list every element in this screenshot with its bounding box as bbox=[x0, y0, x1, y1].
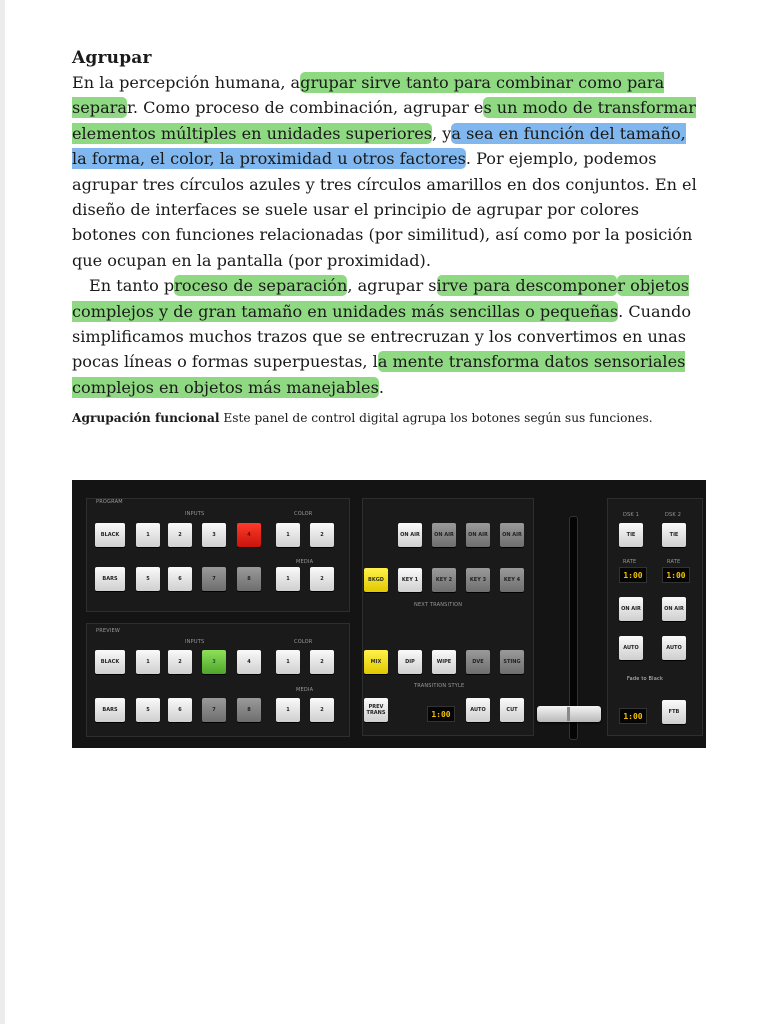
highlight-green: s un modo de transformar elementos múltiples en unidades superiores bbox=[72, 98, 696, 143]
ftb-rate-display: 1:00 bbox=[619, 708, 647, 724]
preview-row1-button[interactable]: 2 bbox=[310, 650, 334, 674]
preview-row1-button[interactable]: 2 bbox=[168, 650, 192, 674]
program-row2-button[interactable]: 8 bbox=[237, 567, 261, 591]
on-air-button[interactable]: ON AIR bbox=[466, 523, 490, 547]
preview-row2-button[interactable]: 2 bbox=[310, 698, 334, 722]
highlight-green: a mente transforma datos sensoriales complejos en objetos más manejables bbox=[72, 352, 686, 397]
auto-button[interactable]: AUTO bbox=[466, 698, 490, 722]
label-media: MEDIA bbox=[296, 559, 314, 565]
program-row2-button[interactable]: 6 bbox=[168, 567, 192, 591]
program-row2-button[interactable]: 5 bbox=[136, 567, 160, 591]
text-run: En tanto p bbox=[89, 276, 175, 296]
preview-row1-button[interactable]: 4 bbox=[237, 650, 261, 674]
program-row1-button[interactable]: 2 bbox=[310, 523, 334, 547]
control-panel-image bbox=[72, 480, 706, 748]
label-inputs: INPUTS bbox=[185, 511, 205, 517]
next-transition-button[interactable]: KEY 3 bbox=[466, 568, 490, 592]
preview-row1-button[interactable]: 1 bbox=[136, 650, 160, 674]
label-preview: PREVIEW bbox=[96, 628, 121, 634]
text-run: , y bbox=[432, 123, 452, 143]
preview-row2-button[interactable]: BARS bbox=[95, 698, 125, 722]
label-next-transition: NEXT TRANSITION bbox=[414, 602, 463, 608]
dsk1-tie-button[interactable]: TIE bbox=[619, 523, 643, 547]
document-page bbox=[72, 46, 702, 427]
text-run: , agrupar s bbox=[347, 276, 437, 296]
program-row1-button[interactable]: 3 bbox=[202, 523, 226, 547]
paragraph-separation bbox=[72, 273, 702, 400]
dsk1-auto-button[interactable]: AUTO bbox=[619, 636, 643, 660]
next-transition-button[interactable]: KEY 2 bbox=[432, 568, 456, 592]
highlight-blue: a sea en función del tamaño, la forma, el color, la proximidad u otros factores bbox=[72, 123, 686, 169]
program-row1-button[interactable]: 1 bbox=[136, 523, 160, 547]
preview-row2-button[interactable]: 7 bbox=[202, 698, 226, 722]
text-run: . bbox=[378, 377, 384, 397]
dsk2-tie-button[interactable]: TIE bbox=[662, 523, 686, 547]
paragraph-grouping bbox=[72, 70, 702, 273]
program-row1-button[interactable]: 1 bbox=[276, 523, 300, 547]
preview-row2-button[interactable]: 5 bbox=[136, 698, 160, 722]
label-program: PROGRAM bbox=[96, 499, 123, 505]
program-row2-button[interactable]: BARS bbox=[95, 567, 125, 591]
tbar-handle[interactable] bbox=[537, 706, 601, 722]
label-rate-1: RATE bbox=[623, 559, 637, 565]
dsk2-rate-display: 1:00 bbox=[662, 567, 690, 583]
text-run: . Cuando simplificamos muchos trazos que se entrecruzan y los convertimos en unas pocas líneas o formas superpuestas, l bbox=[72, 301, 692, 372]
rate-display: 1:00 bbox=[427, 706, 455, 722]
transition-style-button[interactable]: WIPE bbox=[432, 650, 456, 674]
preview-row1-button[interactable]: 1 bbox=[276, 650, 300, 674]
label-color: COLOR bbox=[294, 511, 313, 517]
figure-caption bbox=[72, 409, 702, 427]
section-heading: Agrupar bbox=[72, 48, 152, 68]
transition-style-button[interactable]: DVE bbox=[466, 650, 490, 674]
left-border bbox=[0, 0, 5, 1024]
prev-trans-button[interactable]: PREV TRANS bbox=[364, 698, 388, 722]
caption-text: Este panel de control digital agrupa los botones según sus funciones. bbox=[219, 411, 653, 426]
preview-row2-button[interactable]: 6 bbox=[168, 698, 192, 722]
transition-style-button[interactable]: STING bbox=[500, 650, 524, 674]
preview-row1-button[interactable]: 3 bbox=[202, 650, 226, 674]
dsk2-on-air-button[interactable]: ON AIR bbox=[662, 597, 686, 621]
on-air-button[interactable]: ON AIR bbox=[398, 523, 422, 547]
on-air-button[interactable]: ON AIR bbox=[432, 523, 456, 547]
next-transition-button[interactable]: BKGD bbox=[364, 568, 388, 592]
label-dsk2: DSK 2 bbox=[665, 512, 682, 518]
dsk1-on-air-button[interactable]: ON AIR bbox=[619, 597, 643, 621]
program-row1-button[interactable]: BLACK bbox=[95, 523, 125, 547]
preview-row2-button[interactable]: 8 bbox=[237, 698, 261, 722]
text-run: r. Como proceso de combinación, agrupar e bbox=[126, 98, 484, 118]
label-dsk1: DSK 1 bbox=[623, 512, 640, 518]
highlight-green: r objetos complejos y de gran tamaño en unidades más sencillas o pequeñas bbox=[72, 276, 690, 321]
highlight-green: grupar sirve tanto para combinar como para separa bbox=[72, 73, 665, 118]
label-media-preview: MEDIA bbox=[296, 687, 314, 693]
on-air-button[interactable]: ON AIR bbox=[500, 523, 524, 547]
highlight-green: roceso de separación bbox=[174, 276, 348, 296]
dsk1-rate-display: 1:00 bbox=[619, 567, 647, 583]
next-transition-button[interactable]: KEY 4 bbox=[500, 568, 524, 592]
label-inputs-preview: INPUTS bbox=[185, 639, 205, 645]
text-run: En la percepción humana, a bbox=[72, 73, 301, 92]
highlight-green: irve para descompone bbox=[436, 276, 618, 296]
label-color-preview: COLOR bbox=[294, 639, 313, 645]
program-row1-button[interactable]: 4 bbox=[237, 523, 261, 547]
program-row2-button[interactable]: 1 bbox=[276, 567, 300, 591]
program-row2-button[interactable]: 7 bbox=[202, 567, 226, 591]
preview-row1-button[interactable]: BLACK bbox=[95, 650, 125, 674]
program-row1-button[interactable]: 2 bbox=[168, 523, 192, 547]
label-fade-to-black: Fade to Black bbox=[627, 676, 664, 682]
label-transition-style: TRANSITION STYLE bbox=[414, 683, 465, 689]
label-rate-2: RATE bbox=[667, 559, 681, 565]
next-transition-button[interactable]: KEY 1 bbox=[398, 568, 422, 592]
caption-title: Agrupación funcional bbox=[72, 411, 220, 426]
dsk2-auto-button[interactable]: AUTO bbox=[662, 636, 686, 660]
preview-row2-button[interactable]: 1 bbox=[276, 698, 300, 722]
transition-style-button[interactable]: DIP bbox=[398, 650, 422, 674]
cut-button[interactable]: CUT bbox=[500, 698, 524, 722]
ftb-button[interactable]: FTB bbox=[662, 700, 686, 724]
transition-style-button[interactable]: MIX bbox=[364, 650, 388, 674]
text-run: . Por ejemplo, podemos agrupar tres círculos azules y tres círculos amarillos en dos conjuntos. En el diseño de interfaces se suele usar el principio de agrupar por colores botones con funciones relacionadas (por similitud), así como por la posición que ocupan en la pantalla (por proximidad). bbox=[72, 149, 697, 270]
program-row2-button[interactable]: 2 bbox=[310, 567, 334, 591]
